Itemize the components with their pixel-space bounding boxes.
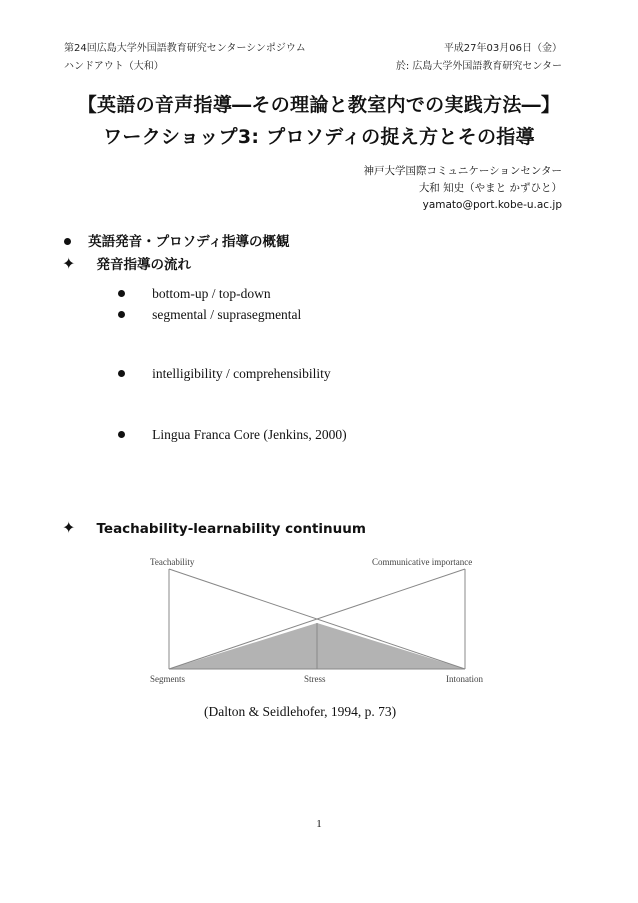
bullet-icon <box>118 370 125 377</box>
diagram-caption: (Dalton & Seidlehofer, 1994, p. 73) <box>204 704 397 719</box>
label-intonation: Intonation <box>446 674 483 684</box>
list-item-text: intelligibility / comprehensibility <box>152 366 331 381</box>
list-item-text: Lingua Franca Core (Jenkins, 2000) <box>152 427 347 442</box>
list-item-text: bottom-up / top-down <box>152 286 271 301</box>
header-right-line2: 於: 広島大学外国語教育研究センター <box>395 61 562 72</box>
list-item-text: segmental / suprasegmental <box>152 307 302 322</box>
list-item <box>118 363 331 382</box>
continuum-diagram <box>140 556 500 688</box>
section2-heading-row <box>62 518 366 537</box>
label-communicative-importance: Communicative importance <box>372 557 473 567</box>
label-stress: Stress <box>304 674 326 684</box>
segments-fill-region <box>169 623 317 669</box>
section1-subheading: 発音指導の流れ <box>96 257 191 273</box>
page-number: 1 <box>316 818 322 830</box>
section1-heading-row <box>64 230 290 250</box>
header-left-line1: 第24回広島大学外国語教育研究センターシンポジウム <box>64 43 306 54</box>
bullet-icon <box>118 431 125 438</box>
bullet-icon <box>118 290 125 297</box>
author-email: yamato@port.kobe-u.ac.jp <box>422 199 562 211</box>
list-item <box>118 424 347 443</box>
header-left-line2: ハンドアウト（大和） <box>64 61 164 72</box>
author-name: 大和 知史（やまと かずひと） <box>418 182 562 194</box>
list-item <box>118 304 301 323</box>
four-point-star-icon: ✦ <box>62 518 76 537</box>
list-item <box>118 283 271 302</box>
four-point-star-icon: ✦ <box>62 254 76 273</box>
bullet-icon <box>64 238 71 245</box>
header-right-line1: 平成27年03月06日（金） <box>443 43 562 54</box>
bullet-icon <box>118 311 125 318</box>
intonation-fill-region <box>317 623 465 669</box>
author-affiliation: 神戸大学国際コミュニケーションセンター <box>363 165 562 177</box>
label-segments: Segments <box>150 674 185 684</box>
section2-heading: Teachability-learnability continuum <box>96 521 366 537</box>
section1-subheading-row <box>62 253 191 273</box>
section1-heading: 英語発音・プロソディ指導の概観 <box>88 234 290 250</box>
title-line1: 【英語の音声指導―その理論と教室内での実践方法―】 <box>77 94 561 116</box>
title-line2: ワークショップ3: プロソディの捉え方とその指導 <box>103 126 535 148</box>
label-teachability: Teachability <box>150 557 195 567</box>
